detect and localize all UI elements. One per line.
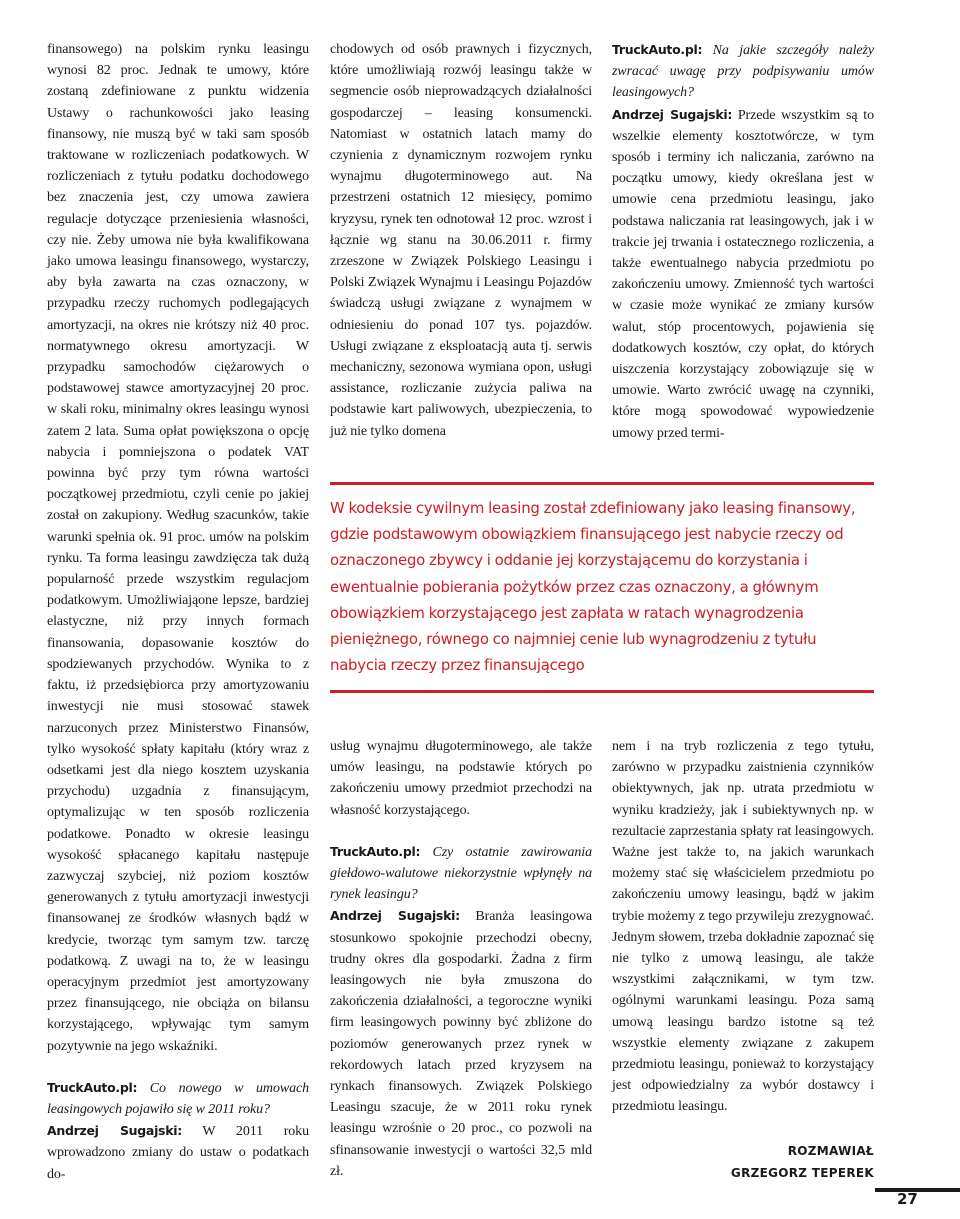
question-text: Co nowego w umowach leasingowych pojawiło się w 2011 roku? (47, 1080, 309, 1117)
pull-quote-bottom-rule (330, 690, 874, 693)
article-column-1 (47, 39, 309, 1182)
interviewer-label: TruckAuto.pl: (612, 42, 703, 57)
answer-text: Branża leasingowa stosunkowo spokojnie przechodzi obecny, trudny okres dla gospodarki. Żadna z firm leasingowych nie była zmuszona do zakończenia działalności, a tegoroczne wyniki firm leasingowych powinny być zbliżone do poziomów generowanych przez rynek w rekordowych latach przed kryzysem na rynkach finansowych. Związek Polskiego Leasingu szacuje, że w 2011 roku rynek leasingu wzrośnie o 20 proc., co pozwoli na sfinansowanie inwestycji o wartości 32,5 mld zł. (330, 909, 592, 1179)
article-column-3 (612, 39, 874, 444)
pull-quote-text: W kodeksie cywilnym leasing został zdefiniowany jako leasing finansowy, gdzie podstawowym obowiązkiem finansującego jest nabycie rzeczy od oznaczonego zbywcy i oddanie jej korzystającemu do korzystania i ewentualnie pobierania pożytków przez czas oznaczony, a głównym obowiązkiem korzystającego jest zapłata w ratach wynagrodzenia pieniężnego, równego co najmniej cenie lub wynagrodzeniu z tytułu nabycia rzeczy przez finansującego (330, 499, 856, 675)
answer-text: W 2011 roku wprowadzono zmiany do ustaw o podatkach do- (47, 1124, 309, 1182)
body-paragraph: nem i na tryb rozliczenia z tego tytułu, zarówno w przypadku zaistnienia czynników obiektywnych, jak np. utrata przedmiotu w wyniku kradzieży, jak i subiektywnych np. w rezultacie zaprzestania spłaty rat leasingowych. Ważne jest także to, na jakich warunkach możemy stać się właścicielem przedmiotu po zakończeniu umowy leasingu, bądź w jakim trybie możemy z tego przywileju zrezygnować. Jednym słowem, trzeba dokładnie zapoznać się nie tylko z umową leasingu, ale także wszystkimi załącznikami, w tym tzw. ogólnymi warunkami leasingu. Poza samą umową leasingu bardzo istotne są też wszystkie elementy związane z zakupem przedmiotu leasingu, ponieważ to korzystający jest odpowiedzialny za wybór dostawcy i przedmiotu leasingu. (612, 739, 874, 1115)
interview-question (47, 1077, 309, 1120)
interviewee-label: Andrzej Sugajski: (47, 1123, 182, 1139)
body-paragraph: usług wynajmu długoterminowego, ale także umów leasingu, na podstawie których po zakończeniu umowy przedmiot przechodzi na własność korzystającego. (330, 739, 592, 818)
article-column-2 (330, 39, 592, 442)
interviewer-label: TruckAuto.pl: (47, 1079, 138, 1095)
interviewer-label: TruckAuto.pl: (330, 843, 421, 859)
article-column-4 (330, 736, 592, 1182)
byline (731, 1140, 874, 1184)
interviewee-label: Andrzej Sugajski: (330, 908, 460, 924)
pull-quote (330, 482, 874, 693)
interview-answer (47, 1120, 309, 1185)
body-paragraph: chodowych od osób prawnych i fizycznych, które umożliwiają rozwój leasingu także w segmencie osób nieprowadzących działalności gospodarczej – leasing konsumencki. Natomiast w ostatnich latach mamy do czynienia z dynamicznym rozwojem rynku wynajmu długoterminowego aut. Na przestrzeni ostatnich 12 miesięcy, pomimo kryzysu, rynek ten odnotował 12 proc. wzrost i łącznie wg stanu na 30.06.2011 r. firmy zrzeszone w Związek Polskiego Leasingu i Polski Związek Wynajmu i Leasingu Pojazdów świadczą usługi związane z wynajmem w odniesieniu do ponad 107 tys. pojazdów. Usługi związane z eksploatacją auta tj. serwis mechaniczny, sezonowa wymiana opon, usługi assistance, rozliczanie zużycia paliwa na podstawie kart paliwowych, ubezpieczenia, to już nie tylko domena (330, 42, 592, 439)
interview-question (612, 39, 874, 104)
body-paragraph: finansowego) na polskim rynku leasingu wynosi 82 proc. Jednak te umowy, które zostaną zdefiniowane z punktu widzenia Ustawy o rachunkowości jako leasing finansowy, nie muszą być w taki sam sposób traktowane w rozliczeniach podatkowych. W rozliczeniach z tytułu podatku dochodowego bez znaczenia jest, czy umowa zawiera regulacje dotyczące przeniesienia własności, czy nie. Żeby umowa nie była kwalifikowana jako umowa leasingu finansowego, wystarczy, aby była zawarta na czas oznaczony, w przypadku rzeczy ruchomych podlegających amortyzacji, na okres nie krótszy niż 40 proc. normatywnego okresu amortyzacji. W przypadku samochodów ciężarowych o podstawowej stawce amortyzacyjnej 20 proc. w skali roku, minimalny okres leasingu wynosi zatem 2 lata. Suma opłat powiększona o opcję nabycia i pomniejszona o podatek VAT powinna być przy tym równa wartości początkowej przedmiotu, czyli cenie po jakiej został on zakupiony. Według szacunków, takie warunki spełnia ok. 91 proc. umów na polskim rynku. Ta forma leasingu zawdzięcza tak dużą popularność przede wszystkim regulacjom podatkowym. Umożliwiająone lepsze, bardziej elastyczne, niż przy innych formach finansowania, dopasowanie kosztów do spodziewanych przychodów. Wynika to z faktu, iż przedsiębiorca przy amortyzowaniu inwestycji nie musi stosować stawek narzuconych przez Ministerstwo Finansów, tylko wysokość spłaty kapitału (który wraz z odsetkami jest dla niego kosztem uzyskania przychodu) uzgadnia z finansującym, optymalizując w ten sposób rozliczenia podatkowe. Ponadto w okresie leasingu wysokość spłacanego kapitału następuje zazwyczaj szybciej, niż poziom kosztów generowanych z tytułu amortyzacji inwestycji finansowanej ze środków własnych bądź w kredycie, tworząc tym samym tzw. tarczę podatkową. Z uwagi na to, że w leasingu operacyjnym przedmiot jest amortyzowany przez finansującego, nie obciąża on bilansu korzystającego, wpływając tym samym pozytywnie na jego wskaźniki. (47, 42, 309, 1054)
byline-label: ROZMAWIAŁ (787, 1144, 874, 1158)
interview-answer (330, 905, 592, 1182)
interview-answer (612, 104, 874, 444)
interviewee-label: Andrzej Sugajski: (612, 106, 733, 122)
page-number: 27 (897, 1190, 918, 1208)
byline-author: GRZEGORZ TEPEREK (730, 1166, 874, 1180)
interview-question (330, 841, 592, 906)
answer-text: Przede wszystkim są to wszelkie elementy kosztotwórcze, w tym sposób i terminy ich naliczania, zarówno na początku umowy, kiedy określana jest w umowie cena przedmiotu leasingu, jako podstawa naliczania rat leasingowych, jak i w trakcie jej trwania i ostatecznego rozliczenia, a także ewentualnego nabycia przedmiotu po zakończeniu umowy. Zmienność tych wartości w czasie może wynikać ze zmiany kursów walut, stóp procentowych, pojawienia się dodatkowych kosztów, czy opłat, do których uiszczenia korzystający zobowiązuje się w umowie. Warto zwrócić uwagę na czynniki, które mogą spowodować wypowiedzenie umowy przed termi- (612, 107, 874, 441)
question-text: Na jakie szczegóły należy zwracać uwagę przy podpisywaniu umów leasingowych? (612, 43, 874, 101)
article-column-5 (612, 736, 874, 1118)
question-text: Czy ostatnie zawirowania giełdowo-walutowe niekorzystnie wpłynęły na rynek leasingu? (330, 844, 592, 903)
